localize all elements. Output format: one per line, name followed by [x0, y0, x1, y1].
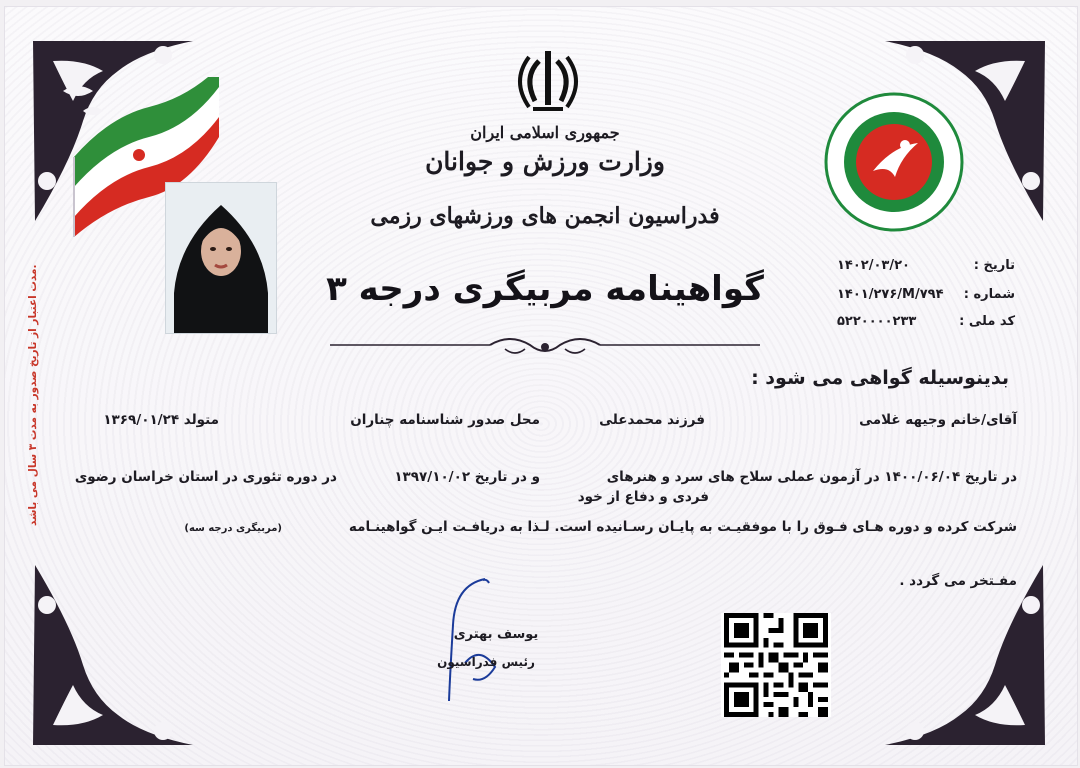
national-id-value: ۵۲۲۰۰۰۰۲۳۳	[837, 314, 917, 329]
handwritten-signature-icon	[425, 575, 545, 715]
practical-exam-line: در تاریخ ۱۴۰۰/۰۶/۰۴ در آزمون عملی سلاح های سرد و هنرهای	[606, 469, 1017, 485]
national-emblem-icon	[513, 47, 583, 113]
holder-photo	[165, 182, 277, 334]
number-label: شماره :	[963, 287, 1015, 302]
certificate-paper	[4, 6, 1078, 766]
signature-block	[425, 575, 545, 715]
republic-heading: جمهوری اسلامی ایران	[470, 123, 620, 142]
number-value: ۱۴۰۱/۲۷۶/M/۷۹۴	[837, 287, 944, 302]
federation-logo	[823, 91, 965, 233]
title-divider-ornament	[330, 335, 760, 359]
validity-note: مدت اعتبار از تاریخ صدور به مدت ۳ سال می باشد.	[27, 264, 39, 526]
theory-date: و در تاریخ ۱۳۹۷/۱۰/۰۲	[394, 469, 540, 485]
signatory-name: یوسف بهتری	[453, 627, 539, 642]
practical-exam-continuation: فردی و دفاع از خود	[577, 489, 709, 505]
national-id-label: کد ملی :	[959, 314, 1015, 329]
place-of-issue: محل صدور شناسنامه چناران	[350, 412, 540, 428]
birth-date: متولد ۱۳۶۹/۰۱/۲۴	[103, 412, 219, 428]
signatory-role: رئیس فدراسیون	[437, 655, 535, 669]
completion-note: (مربیگری درجه سه)	[184, 523, 282, 534]
closing-line: مفـتخر می گردد .	[899, 573, 1017, 589]
date-value: ۱۴۰۲/۰۳/۲۰	[837, 258, 910, 273]
certificate-title: گواهینامه مربیگری درجه ۳	[326, 269, 764, 309]
date-label: تاریخ :	[973, 258, 1015, 273]
father-name: فرزند محمدعلی	[599, 412, 705, 428]
theory-course-line: در دوره تئوری در استان خراسان رضوی	[74, 469, 337, 485]
completion-line: شرکت کرده و دوره هـای فـوق را با موفقیـت به پایـان رسـانیده است. لـذا به دریافـت ایـن گواهینـامه	[348, 519, 1017, 535]
person-name: آقای/خانم وجیهه غلامی	[859, 412, 1017, 428]
ministry-heading: وزارت ورزش و جوانان	[425, 147, 665, 176]
corner-ornament-bottom-left	[23, 555, 203, 755]
qr-code[interactable]	[721, 613, 831, 717]
intro-text: بدینوسیله گواهی می شود :	[751, 367, 1009, 389]
federation-heading: فدراسیون انجمن های ورزشهای رزمی	[370, 203, 720, 229]
